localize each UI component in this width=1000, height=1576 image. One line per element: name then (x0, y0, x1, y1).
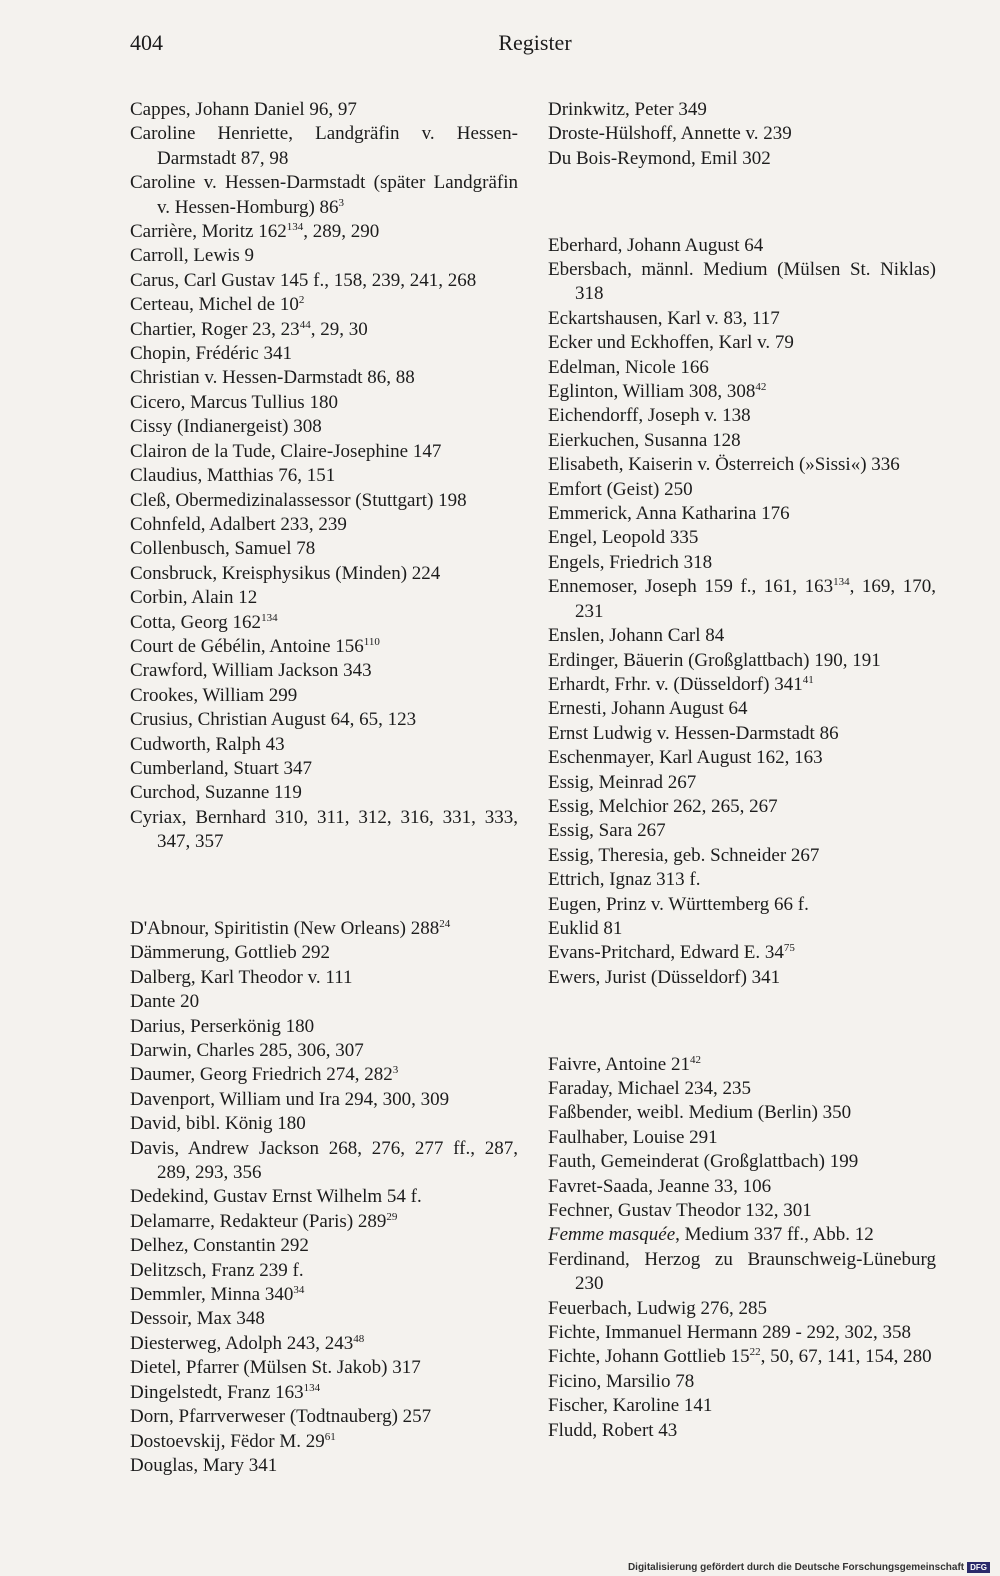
index-entry: Crusius, Christian August 64, 65, 123 (130, 709, 417, 731)
index-entry: Ernesti, Johann August 64 (548, 698, 748, 720)
index-entry: Dorn, Pfarrverweser (Todtnauberg) 257 (130, 1406, 432, 1428)
index-entry: Carrière, Moritz $162^{134}$, 289, 290 (130, 221, 380, 243)
index-entry: Droste-Hülshoff, Annette v. 239 (548, 123, 792, 145)
index-entry: Douglas, Mary 341 (130, 1454, 278, 1476)
index-entry: Davenport, William und Ira 294, 300, 309 (130, 1088, 450, 1110)
index-entry: Cyriax, Bernhard 310, 311, 312, 316, 331, 333, 347, 357 (130, 806, 518, 853)
index-entry: Carus, Carl Gustav 145 f., 158, 239, 241, 268 (130, 269, 477, 291)
index-entry: Du Bois-Reymond, Emil 302 (548, 147, 771, 169)
index-entry: Fauth, Gemeinderat (Großglattbach) 199 (548, 1151, 859, 1173)
index-entry: Fechner, Gustav Theodor 132, 301 (548, 1200, 812, 1222)
index-entry: Christian v. Hessen-Darmstadt 86, 88 (130, 367, 415, 389)
index-entry: Dalberg, Karl Theodor v. 111 (130, 966, 353, 988)
index-entry: Crookes, William 299 (130, 684, 298, 706)
index-entry: Corbin, Alain 12 (130, 587, 258, 609)
index-entry: Diesterweg, Adolph 243, $243^{48}$ (130, 1332, 365, 1354)
index-entry: Enslen, Johann Carl 84 (548, 625, 725, 647)
index-entry: Caroline Henriette, Landgräfin v. Hessen-Darmstadt 87, 98 (130, 123, 518, 169)
index-entry: Fludd, Robert 43 (548, 1419, 678, 1441)
index-entry: Fischer, Karoline 141 (548, 1395, 713, 1417)
index-entry: Erdinger, Bäuerin (Großglattbach) 190, 191 (548, 649, 881, 671)
index-entry: Cissy (Indianergeist) 308 (130, 416, 322, 438)
index-entry: Delhez, Constantin 292 (130, 1235, 309, 1257)
index-entry: Cudworth, Ralph 43 (130, 733, 285, 755)
digitization-footer (628, 1562, 990, 1573)
index-entry: Edelman, Nicole 166 (548, 356, 709, 378)
index-entry: Cumberland, Stuart 347 (130, 757, 313, 779)
index-entry: Consbruck, Kreisphysikus (Minden) 224 (130, 562, 441, 584)
index-entry: Cappes, Johann Daniel 96, 97 (130, 99, 357, 120)
index-entry: Dessoir, Max 348 (130, 1308, 265, 1330)
index-entry: Essig, Sara 267 (548, 820, 666, 842)
index-entry: Chartier, Roger 23, $23^{44}$, 29, 30 (130, 318, 368, 340)
index-entry: Femme masquée, Medium 337 ff., Abb. 12 (548, 1224, 874, 1246)
index-entry: Fichte, Immanuel Hermann 289 - 292, 302, 358 (548, 1322, 912, 1344)
index-entry: Davis, Andrew Jackson 268, 276, 277 ff., 287, 289, 293, 356 (130, 1137, 518, 1184)
index-entry: Dämmerung, Gottlieb 292 (130, 942, 330, 964)
index-entry: Fichte, Johann Gottlieb $15^{22}$, 50, 67, 141, 154, 280 (548, 1346, 932, 1368)
dfg-logo: DFG (967, 1562, 990, 1573)
index-entry: Cleß, Obermedizinalassessor (Stuttgart) 198 (130, 489, 467, 511)
index-entry: Ficino, Marsilio 78 (548, 1370, 695, 1392)
index-entry: Ecker und Eckhoffen, Karl v. 79 (548, 332, 794, 354)
index-entry: Essig, Meinrad 267 (548, 771, 697, 793)
index-entry: Crawford, William Jackson 343 (130, 660, 372, 682)
index-entry: Cohnfeld, Adalbert 233, 239 (130, 513, 347, 535)
index-entry: Ewers, Jurist (Düsseldorf) 341 (548, 966, 781, 988)
index-entry: Elisabeth, Kaiserin v. Österreich (»Sissi«) 336 (548, 454, 900, 476)
index-entry: Ernst Ludwig v. Hessen-Darmstadt 86 (548, 722, 839, 744)
index-entry: Eberhard, Johann August 64 (548, 234, 764, 256)
index-entry: Ferdinand, Herzog zu Braunschweig-Lüneburg 230 (548, 1248, 936, 1295)
index-column-left (130, 98, 518, 1478)
index-entry: Engels, Friedrich 318 (548, 551, 713, 573)
index-entry: Ennemoser, Joseph 159 f., 161, $163^{134}$, 169, 170, 231 (548, 576, 936, 622)
index-entry: Faßbender, weibl. Medium (Berlin) 350 (548, 1102, 852, 1124)
running-head: Register (498, 30, 572, 55)
index-entry: David, bibl. König 180 (130, 1113, 306, 1135)
index-entry: Demmler, Minna $340^{34}$ (130, 1284, 305, 1306)
index-entry: Clairon de la Tude, Claire-Josephine 147 (130, 440, 442, 462)
index-entry: Darius, Perserkönig 180 (130, 1015, 315, 1037)
index-entry: Delamarre, Redakteur (Paris) $289^{29}$ (130, 1210, 398, 1232)
index-entry: D'Abnour, Spiritistin (New Orleans) $288^{24}$ (130, 917, 451, 939)
index-entry: Feuerbach, Ludwig 276, 285 (548, 1297, 767, 1319)
index-entry: Ettrich, Ignaz 313 f. (548, 869, 701, 891)
index-entry: Engel, Leopold 335 (548, 527, 699, 549)
index-entry: Essig, Theresia, geb. Schneider 267 (548, 844, 820, 866)
index-entry: Court de Gébélin, Antoine $156^{110}$ (130, 635, 380, 657)
index-entry: Faraday, Michael 234, 235 (548, 1078, 751, 1099)
index-entry: Eierkuchen, Susanna 128 (548, 429, 741, 451)
index-entry: Darwin, Charles 285, 306, 307 (130, 1040, 364, 1062)
footer-text: Digitalisierung gefördert durch die Deutsche Forschungsgemeinschaft (627, 1562, 965, 1573)
index-entry: Daumer, Georg Friedrich 274, $282^3$ (130, 1064, 399, 1086)
index-entry: Essig, Melchior 262, 265, 267 (548, 795, 778, 817)
index-entry: Eglinton, William 308, $308^{42}$ (548, 381, 767, 403)
index-entry: Cicero, Marcus Tullius 180 (130, 391, 338, 413)
index-entry: Dietel, Pfarrer (Mülsen St. Jakob) 317 (130, 1357, 421, 1379)
index-entry: Euklid 81 (548, 917, 623, 939)
index-entry: Favret-Saada, Jeanne 33, 106 (548, 1175, 772, 1197)
index-entry: Dingelstedt, Franz $163^{134}$ (130, 1381, 321, 1403)
index-entry: Claudius, Matthias 76, 151 (130, 465, 336, 487)
letter-group-gap (548, 190, 936, 214)
index-entry: Drinkwitz, Peter 349 (548, 99, 707, 120)
index-entry: Erhardt, Frhr. v. (Düsseldorf) $341^{41}$ (548, 673, 814, 695)
index-entry: Dostoevskij, Fëdor M. $29^{61}$ (130, 1430, 336, 1452)
index-column-right (548, 98, 936, 1443)
index-entry: Collenbusch, Samuel 78 (130, 538, 316, 560)
index-entry: Eckartshausen, Karl v. 83, 117 (548, 307, 780, 329)
index-entry: Dante 20 (130, 991, 200, 1013)
index-entry: Dedekind, Gustav Ernst Wilhelm 54 f. (130, 1186, 422, 1208)
index-entry: Emfort (Geist) 250 (548, 478, 693, 500)
letter-group-gap (130, 874, 518, 898)
index-entry: Ebersbach, männl. Medium (Mülsen St. Niklas) 318 (548, 259, 936, 305)
index-entry: Eschenmayer, Karl August 162, 163 (548, 747, 823, 769)
index-entry: Certeau, Michel de $10^2$ (130, 294, 305, 316)
index-entry: Curchod, Suzanne 119 (130, 782, 302, 804)
index-entry: Evans-Pritchard, Edward E. $34^{75}$ (548, 942, 795, 964)
index-entry: Eichendorff, Joseph v. 138 (548, 405, 751, 427)
index-entry: Faulhaber, Louise 291 (548, 1126, 718, 1148)
index-entry: Carroll, Lewis 9 (130, 245, 255, 267)
index-entry: Emmerick, Anna Katharina 176 (548, 503, 790, 525)
index-entry: Chopin, Frédéric 341 (130, 343, 293, 365)
index-entry: Eugen, Prinz v. Württemberg 66 f. (548, 893, 809, 915)
page-number: 404 (130, 30, 163, 55)
letter-group-gap (548, 1009, 936, 1033)
index-entry: Delitzsch, Franz 239 f. (130, 1259, 304, 1281)
index-entry: Cotta, Georg $162^{134}$ (130, 611, 278, 633)
index-entry: Caroline v. Hessen-Darmstadt (später Landgräfin v. Hessen-Homburg) $86^3$ (130, 172, 518, 218)
index-entry: Faivre, Antoine $21^{42}$ (548, 1053, 701, 1075)
